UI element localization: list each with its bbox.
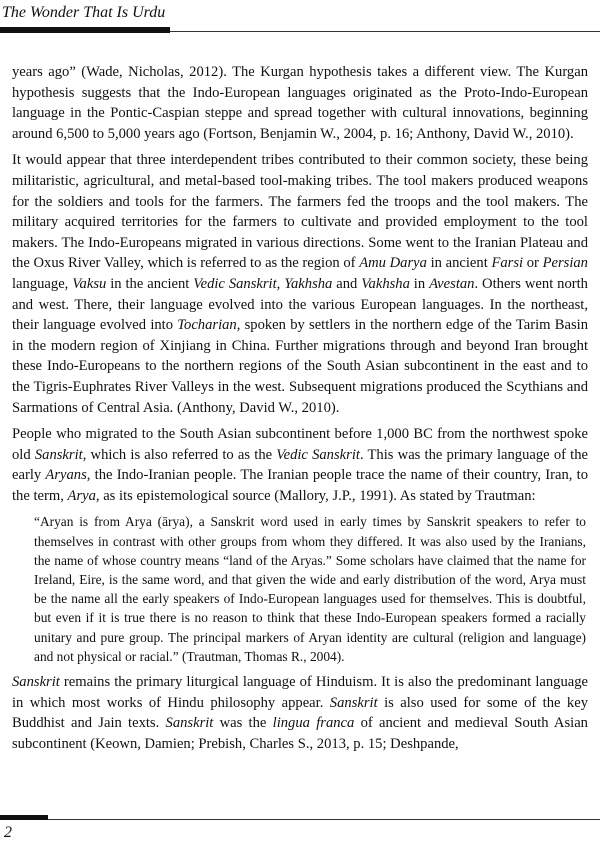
term-persian: Persian: [542, 255, 588, 272]
paragraph-4: Sanskrit remains the primary liturgical language of Hinduism. It is also the predominant language in which most works of Hindu philosophy appear. Sanskrit is also used for some of the key Buddhist and Jain texts. Sanskrit was the lingua franca of ancient and medieval South Asian subcontinent (Keown, Damien; Prebish, Charles S., 2013, p. 15; Deshpande,: [12, 674, 588, 752]
header-bar: [0, 27, 170, 33]
term-vedic-sanskrit-yakhsha: Vedic Sanskrit, Yakhsha: [193, 275, 333, 292]
paragraph-3: People who migrated to the South Asian subcontinent before 1,000 BC from the northwest spoke old Sanskrit, which is also referred to as the Vedic Sanskrit. This was the primary language of the early Aryans, the Indo-Iranian people. The Iranian people trace the name of their country, Iran, to the term, Arya, as its epistemological source (Mallory, J.P., 1991). As stated by Trautman:: [12, 426, 588, 504]
footer-bar: [0, 815, 48, 820]
running-title: The Wonder That Is Urdu: [2, 4, 166, 21]
term-amu-darya: Amu Darya: [359, 255, 427, 272]
term-sanskrit: Sanskrit: [34, 446, 83, 463]
page-number: 2: [4, 824, 12, 841]
footer-rule: [48, 819, 600, 820]
term-vedic-sanskrit: Vedic Sanskrit: [276, 446, 360, 463]
term-lingua-franca: lingua franca: [272, 715, 355, 732]
term-tocharian: Tocharian: [177, 317, 237, 334]
term-sanskrit: Sanskrit: [12, 674, 60, 691]
page-footer: [0, 810, 600, 851]
running-header: [0, 0, 600, 40]
term-avestan: Avestan: [429, 275, 475, 292]
term-sanskrit: Sanskrit: [329, 694, 378, 711]
term-sanskrit: Sanskrit: [165, 715, 214, 732]
term-vakhsha: Vakhsha: [361, 275, 410, 292]
term-vaksu: Vaksu: [72, 275, 107, 292]
paragraph-2: It would appear that three interdependent tribes contributed to their common society, these being militaristic, agricultural, and metal-based tool-making tribes. The tool makers produced weapons for the soldiers and tools for the farmers. The farmers fed the troops and the tool makers. The military acquired territories for the farmers to cultivate and provided employment to the tool makers. The Indo-Europeans migrated in various directions. Some went to the Iranian Plateau and the Oxus River Valley, which is referred to as the region of Amu Darya in ancient Farsi or Persian language, Vaksu in the ancient Vedic Sanskrit, Yakhsha and Vakhsha in Avestan. Others went north and west. There, their language evolved into the various European languages. In the northeast, their language evolved into Tocharian, spoken by settlers in the northern edge of the Tarim Basin in the modern region of Xinjiang in China. Further migrations through and beyond Iran brought these Indo-Europeans to the northern regions of the South Asian subcontinent in the east and to the Tigris-Euphrates River Valleys in the west. Subsequent migrations produced the Scythians and Sarmations of Central Asia. (Anthony, David W., 2010).: [12, 152, 588, 416]
header-rule: [170, 31, 600, 32]
term-arya: Arya: [67, 487, 96, 504]
block-quote: “Aryan is from Arya (ārya), a Sanskrit word used in early times by Sanskrit speakers to refer to themselves in contrast with other groups from whom they differed. It was also used by the Iranians, the name of whose country means “land of the Aryas.” Some scholars have claimed that the name for Ireland, Eire, is the same word, and that given the wide and early distribution of the word, Arya must be the name all the early speakers of Indo-European languages used for themselves. This is doubtful, but even if it is true there is no reason to think that these Indo-European speakers formed a racially unitary and pure group. The principal markers of Aryan identity are cultural (religion and language) and not physical or racial.” (Trautman, Thomas R., 2004).: [34, 514, 586, 664]
term-farsi: Farsi: [491, 255, 524, 272]
paragraph-1: years ago” (Wade, Nicholas, 2012). The Kurgan hypothesis takes a different view. The Kurgan hypothesis suggests that the Indo-European languages originated as the Proto-Indo-European language in the Pontic-Caspian steppe and spread together with cultural innovations, beginning around 6,500 to 5,000 years ago (Fortson, Benjamin W., 2004, p. 16; Anthony, David W., 2010).: [12, 64, 588, 142]
body-text: [12, 62, 588, 760]
term-aryans: Aryans: [45, 467, 87, 484]
